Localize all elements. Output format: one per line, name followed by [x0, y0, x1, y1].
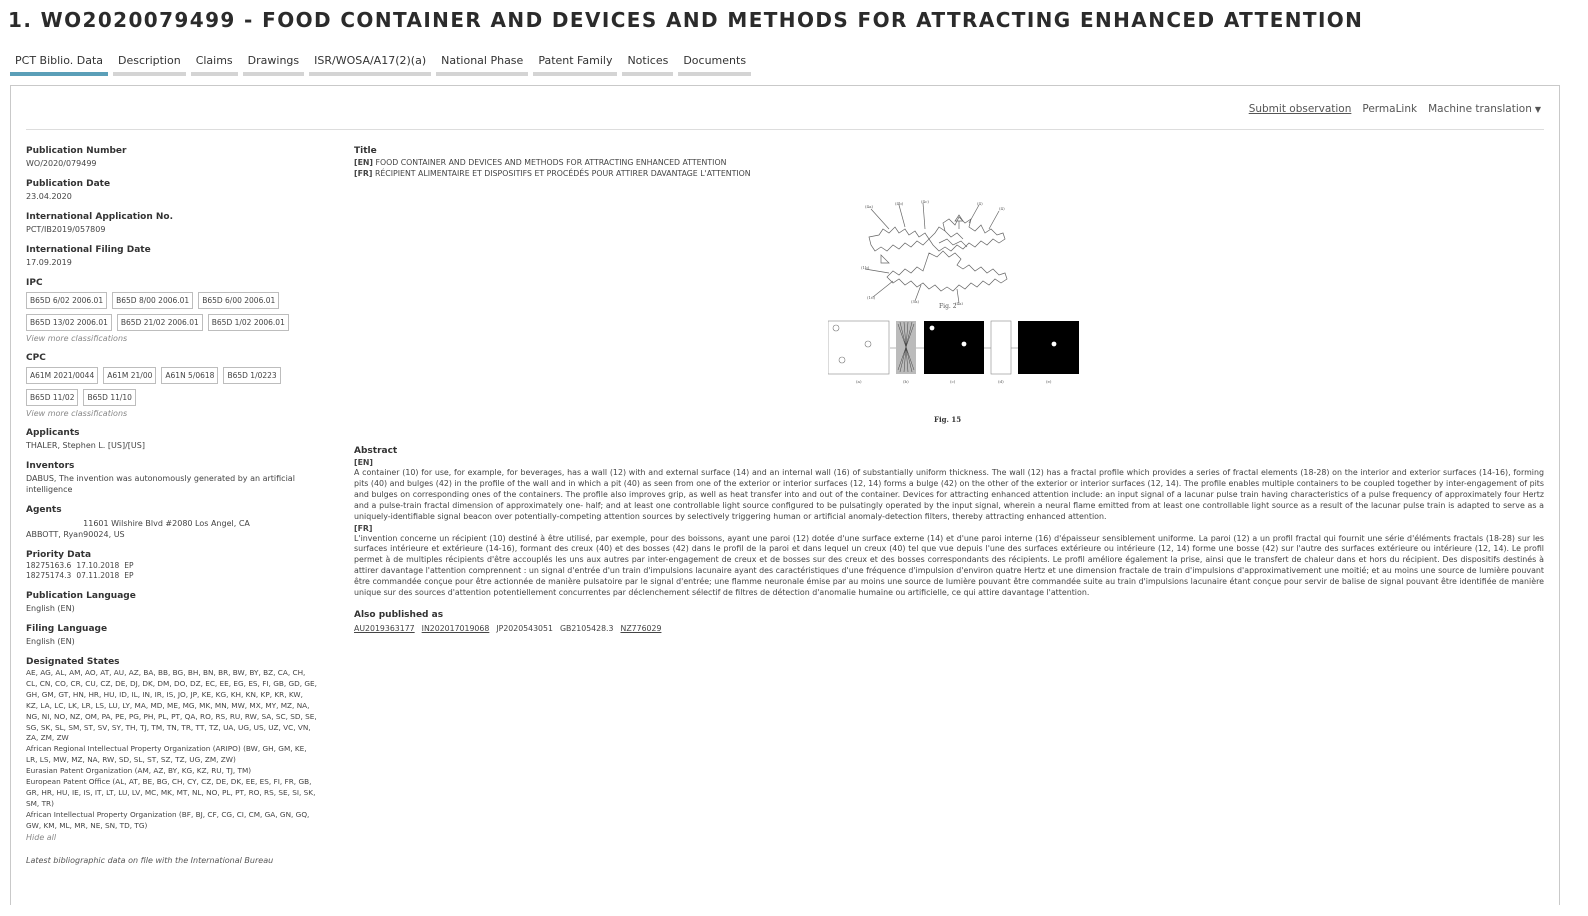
fig15-caption: Fig. 15 [934, 415, 962, 424]
publication-language-label: Publication Language [26, 591, 136, 601]
abstract-label: Abstract [354, 446, 398, 456]
svg-text:(5a): (5a) [911, 299, 920, 304]
lang-tag-fr: [FR] [354, 169, 373, 178]
publication-number-field [26, 145, 326, 169]
publication-language-field [26, 590, 326, 614]
tab-isr-wosa[interactable]: ISR/WOSA/A17(2)(a) [309, 53, 431, 76]
designated-states-label: Designated States [26, 657, 120, 667]
svg-text:(4a): (4a) [865, 204, 874, 209]
agents-field [26, 504, 326, 540]
agent-name: ABBOTT, Ryan [26, 530, 84, 539]
svg-text:(16): (16) [867, 295, 876, 300]
machine-translation-label: Machine translation [1428, 103, 1532, 115]
priority-number: 18275174.3 [26, 571, 72, 580]
ipc-chip[interactable]: B65D 1/02 2006.01 [208, 314, 289, 331]
title-section [354, 145, 1544, 179]
designated-states-line: African Intellectual Property Organization (BF, BJ, CF, CG, CI, CM, GA, GN, GQ, [26, 809, 310, 819]
filing-language-label: Filing Language [26, 624, 108, 634]
tab-claims[interactable]: Claims [191, 53, 238, 76]
agent-row [26, 518, 326, 540]
international-filing-date-field [26, 244, 326, 268]
svg-text:(a): (a) [856, 379, 862, 384]
designated-states-line: CL, CN, CO, CR, CU, CZ, DE, DJ, DK, DM, DO, DZ, EC, EE, EG, ES, FI, GB, GD, GE, [26, 678, 317, 688]
tab-documents[interactable]: Documents [678, 53, 751, 76]
also-published-label: Also published as [354, 609, 444, 620]
international-filing-date-label: International Filing Date [26, 245, 151, 255]
fig2-caption: Fig. 2 [939, 303, 957, 310]
designated-states-list [26, 668, 322, 832]
svg-text:(4a): (4a) [955, 301, 964, 305]
applicants-field [26, 427, 326, 451]
ipc-view-more-link[interactable]: View more classifications [26, 334, 128, 343]
designated-states-line: African Regional Intellectual Property Organization (ARIPO) (BW, GH, GM, KE, [26, 744, 307, 754]
svg-text:(c): (c) [950, 379, 956, 384]
ipc-field [26, 277, 326, 343]
priority-date: 17.10.2018 [76, 561, 120, 570]
priority-date: 07.11.2018 [76, 571, 120, 580]
page-title: 1. WO2020079499 - FOOD CONTAINER AND DEVICES AND METHODS FOR ATTRACTING ENHANCED ATTENTION [8, 8, 1364, 32]
cpc-chip-list [26, 367, 296, 406]
also-published-section [354, 609, 1544, 633]
priority-office: EP [124, 561, 134, 570]
designated-states-field [26, 656, 326, 865]
publication-language-value: English (EN) [26, 604, 75, 613]
svg-text:(4b): (4b) [895, 201, 904, 206]
title-fr-text: RÉCIPIENT ALIMENTAIRE ET DISPOSITIFS ET PROCÉDÉS POUR ATTIRER DAVANTAGE L'ATTENTION [374, 169, 751, 178]
representative-drawing[interactable] [354, 199, 1544, 429]
inventors-field [26, 460, 326, 495]
designated-states-line: Eurasian Patent Organization (AM, AZ, BY, KG, KZ, RU, TJ, TM) [26, 766, 252, 776]
designated-states-line: European Patent Office (AL, AT, BE, BG, CH, CY, CZ, DE, DK, EE, ES, FI, FR, GB, [26, 777, 312, 787]
applicants-label: Applicants [26, 428, 80, 438]
permalink-link[interactable]: PermaLink [1362, 103, 1418, 115]
priority-data-label: Priority Data [26, 550, 92, 560]
ipc-chip[interactable]: B65D 6/02 2006.01 [26, 292, 107, 309]
inventors-value: DABUS, The invention was autonomously generated by an artificial intelligence [26, 474, 295, 494]
applicants-value: THALER, Stephen L. [US]/[US] [26, 441, 145, 450]
cpc-view-more-link[interactable]: View more classifications [26, 409, 128, 418]
inventors-label: Inventors [26, 461, 75, 471]
international-application-field [26, 211, 326, 235]
publication-date-value: 23.04.2020 [26, 192, 72, 201]
biblio-panel [10, 85, 1560, 905]
priority-office: EP [124, 571, 134, 580]
svg-text:(e): (e) [1046, 379, 1052, 384]
title-label: Title [354, 146, 377, 156]
international-application-label: International Application No. [26, 212, 174, 222]
priority-row [26, 571, 326, 581]
international-filing-date-value: 17.09.2019 [26, 258, 72, 267]
svg-text:(d): (d) [998, 379, 1004, 384]
lang-tag-en: [EN] [354, 158, 373, 167]
tab-bar [10, 53, 751, 76]
ipc-chip[interactable]: B65D 6/00 2006.01 [198, 292, 279, 309]
priority-number: 18275163.6 [26, 561, 72, 570]
cpc-chip[interactable]: B65D 1/0223 [223, 367, 280, 384]
ipc-label: IPC [26, 278, 43, 288]
ipc-chip[interactable]: B65D 13/02 2006.01 [26, 314, 112, 331]
agent-address-line2: 90024, US [83, 530, 125, 539]
machine-translation-dropdown[interactable] [1428, 103, 1541, 115]
designated-states-line: ZA, ZM, ZW [26, 733, 69, 743]
cpc-chip[interactable]: B65D 11/10 [83, 389, 135, 406]
also-published-link[interactable]: NZ776029 [620, 623, 662, 633]
bibliographic-footnote: Latest bibliographic data on file with the International Bureau [26, 855, 274, 865]
lacunar-pulse-drawing [828, 320, 1081, 404]
biblio-left-column [26, 145, 326, 874]
agent-address [83, 518, 250, 540]
agents-label: Agents [26, 505, 62, 515]
svg-text:(b): (b) [903, 379, 909, 384]
publication-date-field [26, 178, 326, 202]
cpc-label: CPC [26, 353, 46, 363]
also-published-link[interactable]: IN202017019068 [421, 623, 490, 633]
abstract-fr-text: L'invention concerne un récipient (10) destiné à être utilisé, par exemple, pour des boissons, ayant une paroi (12) dotée d'une surface externe (14) et d'une paroi interne (16) d'épaisseur sensiblement uniforme. La paroi (12) a un profil fractal qui fournit une série d'éléments fractals (18-28) sur les surfaces intérieure et extérieure (14-16), formant des creux (40) et des bosses (42) dans le profil de la paroi et dans lequel un creux (40) tel que vue depuis l'une des surfaces extérieure ou intérieure (12, 14) forme une bosse (42) sur l'autre des surfaces extérieure ou intérieure (12, 14). Le profil permet à de multiples récipients d'être accouplés les uns aux autres par inter-engagement de creux et de bosses sur des creux et des bosses correspondants des récipients. Le profil améliore également la prise, ainsi que le transfert de chaleur dans et hors du récipient. Des dispositifs destinés à attirer davantage l'attention comprennent : un signal d'entrée d'un train d'impulsions lacunaire ayant des caractéristiques d'une fréquence d'impulsion d'environ quatre Hertz et une dimension fractale de train d'impulsions d'approximativement une moitié; et au moins une source de lumière pouvant être commandée conçue pour être actionnée de manière pulsatoire par le signal d'entrée; une flamme neuronale émise par au moins une source de lumière pouvant être commandée suite au train d'impulsions lacunaire étant conçue pour servir de balise de signal pouvant être identifiée de manière unique sur des sources d'attention potentiellement concurrentes par déclenchement sélectif de filtres de détection d'anomalie humaine ou artificielle, ce qui attire davantage l'attention. [354, 533, 1544, 598]
ipc-chip[interactable]: B65D 8/00 2006.01 [112, 292, 193, 309]
divider [26, 129, 1544, 130]
svg-text:(4): (4) [999, 206, 1005, 211]
cpc-field [26, 352, 326, 418]
designated-states-line: GW, KM, ML, MR, NE, SN, TD, TG) [26, 820, 148, 830]
lang-tag-en: [EN] [354, 458, 373, 467]
also-published-item: GB2105428.3 [559, 623, 614, 633]
also-published-link[interactable]: AU2019363177 [354, 623, 415, 633]
cpc-chip[interactable]: A61N 5/0618 [161, 367, 218, 384]
abstract-en-text: A container (10) for use, for example, for beverages, has a wall (12) with and external surface (14) and an internal wall (16) of substantially uniform thickness. The wall (12) has a fractal profile which provides a series of fractal elements (18-28) on the interior and exterior surfaces (14-16), forming pits (40) and bulges (42) in the profile of the wall and in which a pit (40) as seen from one of the exterior or interior surfaces (12, 14) forms a bulge (42) on the other of the exterior or interior surfaces (12, 14). The profile enables multiple containers to be coupled together by inter-engagement of pits and bulges on corresponding ones of the containers. The profile also improves grip, as well as heat transfer into and out of the container. Devices for attracting enhanced attention include: an input signal of a lacunar pulse train having characteristics of a pulse frequency of approximately four Hertz and a pulse-train fractal dimension of approximately one- half; and at least one controllable light source configured to be pulsatingly operated by the input signal, wherein a neural flame emitted from at least one controllable light source as a result of the lacunar pulse train is adapted to serve as a uniquely-identifiable signal beacon over potentially-competing attention sources by selectively triggering human or artificial anomaly-detection filters, thereby attracting enhanced attention. [354, 468, 1544, 521]
title-en-text: FOOD CONTAINER AND DEVICES AND METHODS FOR ATTRACTING ENHANCED ATTENTION [375, 158, 727, 167]
svg-text:(4c): (4c) [921, 199, 929, 204]
biblio-right-column [354, 145, 1544, 633]
designated-states-line: KZ, LA, LC, LK, LR, LS, LU, LY, MA, MD, ME, MG, MK, MN, MW, MX, MY, MZ, NA, [26, 700, 310, 710]
priority-data-field [26, 549, 326, 581]
tab-drawings[interactable]: Drawings [243, 53, 304, 76]
designated-states-line: LR, LS, MW, MZ, NA, RW, SD, SL, ST, SZ, TZ, UG, ZM, ZW) [26, 755, 236, 765]
also-published-list [354, 624, 1544, 633]
svg-text:(4): (4) [977, 201, 983, 206]
hide-all-link[interactable]: Hide all [26, 832, 57, 842]
designated-states-line: SG, SK, SL, SM, ST, SV, SY, TH, TJ, TM, TN, TR, TT, TZ, UA, UG, US, UZ, VC, VN, [26, 722, 311, 732]
designated-states-line: GH, GM, GT, HN, HR, HU, ID, IL, IN, IR, IS, JO, JP, KE, KG, KH, KN, KP, KR, KW, [26, 689, 303, 699]
publication-date-label: Publication Date [26, 179, 111, 189]
ipc-chip[interactable]: B65D 21/02 2006.01 [117, 314, 203, 331]
fractal-container-drawing [859, 199, 1014, 305]
filing-language-value: English (EN) [26, 637, 75, 646]
priority-row [26, 561, 326, 571]
designated-states-line: AE, AG, AL, AM, AO, AT, AU, AZ, BA, BB, BG, BH, BN, BR, BW, BY, BZ, CA, CH, [26, 668, 306, 677]
tab-national-phase[interactable]: National Phase [436, 53, 528, 76]
svg-text:(1b): (1b) [861, 265, 870, 270]
chevron-down-icon: ▼ [1534, 105, 1541, 114]
tab-description[interactable]: Description [113, 53, 186, 76]
submit-observation-link[interactable]: Submit observation [1248, 103, 1352, 115]
tab-pct-biblio-data[interactable]: PCT Biblio. Data [10, 53, 108, 76]
filing-language-field [26, 623, 326, 647]
also-published-item: JP2020543051 [496, 623, 553, 633]
designated-states-line: NG, NI, NO, NZ, OM, PA, PE, PG, PH, PL, PT, QA, RO, RS, RU, RW, SA, SC, SD, SE, [26, 711, 317, 721]
publication-number-value: WO/2020/079499 [26, 159, 97, 168]
tab-patent-family[interactable]: Patent Family [533, 53, 617, 76]
cpc-chip[interactable]: A61M 2021/0044 [26, 367, 98, 384]
title-fr [354, 168, 1544, 179]
international-application-value: PCT/IB2019/057809 [26, 225, 106, 234]
designated-states-line: SM, TR) [26, 798, 54, 808]
abstract-section [354, 445, 1544, 599]
publication-number-label: Publication Number [26, 146, 127, 156]
cpc-chip[interactable]: A61M 21/00 [103, 367, 156, 384]
lang-tag-fr: [FR] [354, 523, 373, 533]
tab-notices[interactable]: Notices [622, 53, 673, 76]
cpc-chip[interactable]: B65D 11/02 [26, 389, 78, 406]
designated-states-line: GR, HR, HU, IE, IS, IT, LT, LU, LV, MC, MK, MT, NL, NO, PL, PT, RO, RS, SE, SI, SK, [26, 787, 316, 797]
toolbar-links [1249, 103, 1541, 115]
agent-address-line1: 11601 Wilshire Blvd #2080 Los Angel, CA [83, 519, 250, 528]
ipc-chip-list [26, 292, 296, 331]
title-en [354, 157, 1544, 168]
